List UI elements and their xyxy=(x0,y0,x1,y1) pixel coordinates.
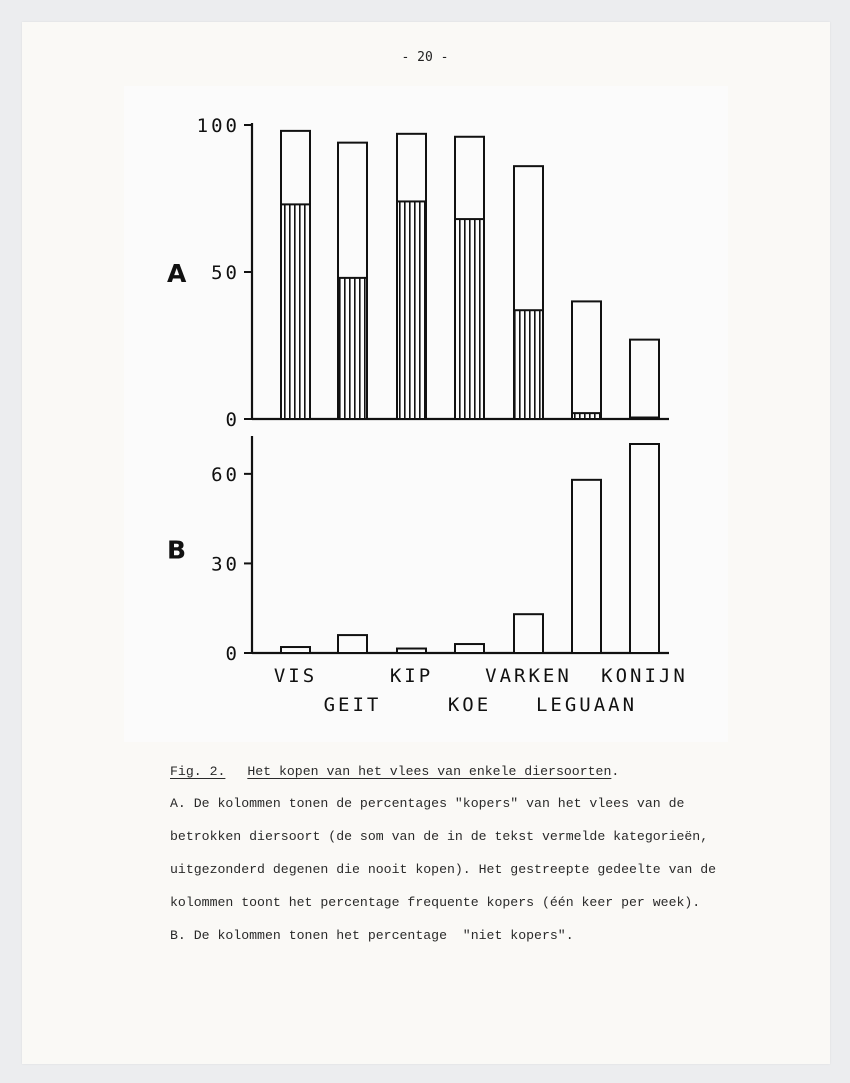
bar-frequent-striped xyxy=(397,201,426,419)
bar-non-buyers xyxy=(514,614,543,653)
panel-a xyxy=(167,115,669,431)
category-label: GEIT xyxy=(323,694,382,716)
bar-total xyxy=(630,340,659,419)
bar-frequent-striped xyxy=(514,310,543,419)
bar-frequent-striped xyxy=(455,219,484,419)
bar-non-buyers xyxy=(397,649,426,653)
category-label: KIP xyxy=(389,665,434,687)
y-tick-label: 100 xyxy=(196,115,240,137)
page-number: - 20 - xyxy=(401,50,449,65)
bar-frequent-striped xyxy=(281,204,310,419)
category-label: KOE xyxy=(447,694,492,716)
caption-line-3: uitgezonderd degenen die nooit kopen). Het gestreepte gedeelte van de xyxy=(170,862,717,877)
bar-non-buyers xyxy=(338,635,367,653)
panel-label: B xyxy=(167,535,187,565)
caption-figure-label: Fig. 2. xyxy=(170,764,226,779)
category-label: LEGUAAN xyxy=(535,694,638,716)
bar-non-buyers xyxy=(281,647,310,653)
bar-chart-figure xyxy=(124,86,728,742)
caption-line-1: A. De kolommen tonen de percentages "kopers" van het vlees van de xyxy=(170,796,685,811)
bar-non-buyers xyxy=(572,480,601,653)
category-label: KONIJN xyxy=(601,665,688,687)
caption-line-4: kolommen toont het percentage frequente kopers (één keer per week). xyxy=(170,895,701,910)
y-tick-label: 0 xyxy=(225,643,240,665)
figure-caption xyxy=(170,764,790,961)
y-tick-label: 50 xyxy=(211,262,240,284)
bar-total xyxy=(572,301,601,419)
bar-frequent-striped xyxy=(338,278,367,419)
panel-b xyxy=(167,436,669,665)
bar-non-buyers xyxy=(630,444,659,653)
bar-frequent-striped xyxy=(630,418,659,420)
bar-non-buyers xyxy=(455,644,484,653)
category-labels xyxy=(274,665,688,716)
caption-line-5: B. De kolommen tonen het percentage "niet kopers". xyxy=(170,928,574,943)
panel-label: A xyxy=(167,259,187,288)
category-label: VARKEN xyxy=(485,665,572,687)
figure-photo xyxy=(124,86,728,742)
bar-frequent-striped xyxy=(572,413,601,419)
y-tick-label: 60 xyxy=(211,463,240,486)
caption-line-2: betrokken diersoort (de som van de in de tekst vermelde kategorieën, xyxy=(170,829,709,844)
category-label: VIS xyxy=(273,665,318,687)
caption-title: Het kopen van het vlees van enkele diersoorten xyxy=(247,764,612,779)
caption-title-row: Fig. 2. Het kopen van het vlees van enkele diersoorten. xyxy=(170,764,620,779)
y-tick-label: 30 xyxy=(211,553,240,576)
y-tick-label: 0 xyxy=(225,409,240,431)
